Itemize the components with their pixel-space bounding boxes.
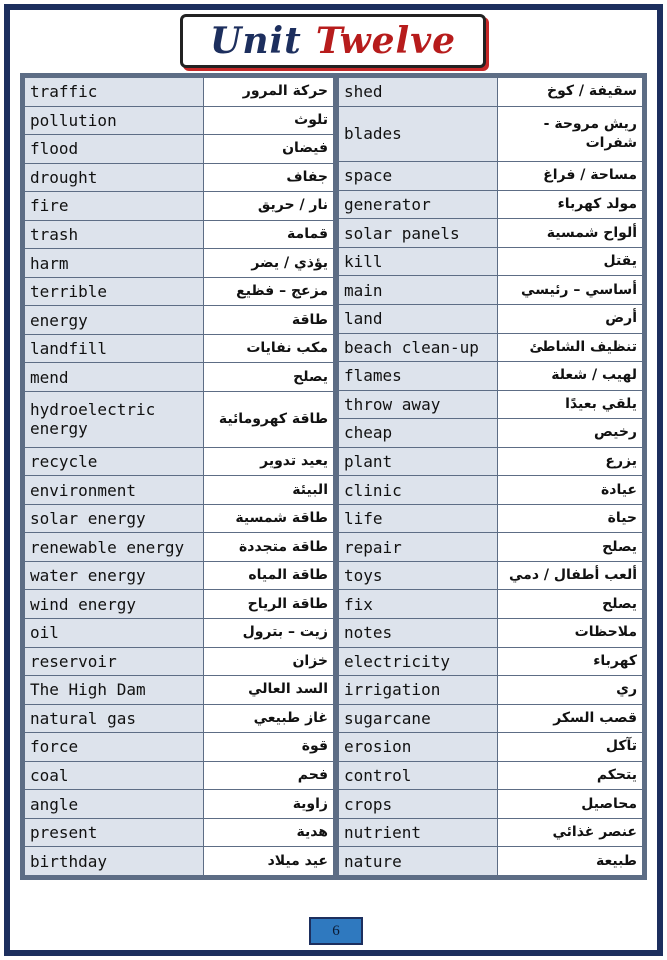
- arabic-meaning: السد العالي: [204, 676, 334, 705]
- english-word: The High Dam: [25, 676, 204, 705]
- english-word: present: [25, 818, 204, 847]
- english-word: nature: [339, 847, 498, 876]
- vocab-row: [25, 676, 334, 705]
- english-word: renewable energy: [25, 533, 204, 562]
- english-word: fix: [339, 590, 498, 619]
- arabic-meaning: جفاف: [204, 163, 334, 192]
- english-word: wind energy: [25, 590, 204, 619]
- vocab-row: [25, 220, 334, 249]
- arabic-meaning: عيد ميلاد: [204, 847, 334, 876]
- arabic-meaning: طاقة شمسية: [204, 504, 334, 533]
- arabic-meaning: تنظيف الشاطئ: [498, 333, 643, 362]
- english-word: oil: [25, 618, 204, 647]
- vocab-row: [25, 392, 334, 448]
- arabic-meaning: زاوية: [204, 790, 334, 819]
- english-word: landfill: [25, 334, 204, 363]
- vocab-row: [339, 362, 643, 391]
- vocab-row: [339, 676, 643, 705]
- vocab-row: [339, 504, 643, 533]
- english-word: reservoir: [25, 647, 204, 676]
- arabic-meaning: قصب السكر: [498, 704, 643, 733]
- vocab-row: [339, 162, 643, 191]
- vocab-row: [339, 561, 643, 590]
- vocab-row: [339, 106, 643, 162]
- page-number: 6: [309, 917, 363, 945]
- english-word: traffic: [25, 78, 204, 107]
- vocab-row: [339, 733, 643, 762]
- english-word: electricity: [339, 647, 498, 676]
- english-word: space: [339, 162, 498, 191]
- english-word: clinic: [339, 476, 498, 505]
- arabic-meaning: يعيد تدوير: [204, 447, 334, 476]
- vocab-row: [25, 135, 334, 164]
- english-word: fire: [25, 192, 204, 221]
- arabic-meaning: فحم: [204, 761, 334, 790]
- vocab-row: [339, 190, 643, 219]
- arabic-meaning: ريش مروحة - شفرات: [498, 106, 643, 162]
- arabic-meaning: البيئة: [204, 476, 334, 505]
- arabic-meaning: مكب نفايات: [204, 334, 334, 363]
- arabic-meaning: طاقة المياه: [204, 561, 334, 590]
- arabic-meaning: هدية: [204, 818, 334, 847]
- arabic-meaning: تآكل: [498, 733, 643, 762]
- vocab-row: [25, 192, 334, 221]
- vocab-row: [25, 334, 334, 363]
- vocab-row: [339, 247, 643, 276]
- vocab-row: [25, 163, 334, 192]
- arabic-meaning: مولد كهرباء: [498, 190, 643, 219]
- arabic-meaning: حياة: [498, 504, 643, 533]
- english-word: land: [339, 304, 498, 333]
- vocab-row: [25, 106, 334, 135]
- vocab-row: [339, 618, 643, 647]
- arabic-meaning: يصلح: [498, 590, 643, 619]
- arabic-meaning: حركة المرور: [204, 78, 334, 107]
- english-word: irrigation: [339, 676, 498, 705]
- vocab-row: [25, 476, 334, 505]
- english-word: pollution: [25, 106, 204, 135]
- arabic-meaning: محاصيل: [498, 790, 643, 819]
- vocab-row: [339, 790, 643, 819]
- vocab-row: [339, 647, 643, 676]
- arabic-meaning: طبيعة: [498, 847, 643, 876]
- english-word: generator: [339, 190, 498, 219]
- english-word: plant: [339, 447, 498, 476]
- vocab-row: [25, 847, 334, 876]
- arabic-meaning: لهيب / شعلة: [498, 362, 643, 391]
- vocab-row: [25, 277, 334, 306]
- english-word: environment: [25, 476, 204, 505]
- english-word: sugarcane: [339, 704, 498, 733]
- arabic-meaning: رخيص: [498, 419, 643, 448]
- english-word: erosion: [339, 733, 498, 762]
- english-word: mend: [25, 363, 204, 392]
- vocab-row: [339, 704, 643, 733]
- arabic-meaning: طاقة: [204, 306, 334, 335]
- arabic-meaning: يؤذي / يضر: [204, 249, 334, 278]
- arabic-meaning: مزعج – فظيع: [204, 277, 334, 306]
- english-word: coal: [25, 761, 204, 790]
- english-word: drought: [25, 163, 204, 192]
- vocabulary-table: [20, 73, 647, 880]
- arabic-meaning: أساسي – رئيسي: [498, 276, 643, 305]
- arabic-meaning: أرض: [498, 304, 643, 333]
- arabic-meaning: يلقي بعيدًا: [498, 390, 643, 419]
- vocab-row: [25, 590, 334, 619]
- arabic-meaning: عيادة: [498, 476, 643, 505]
- arabic-meaning: قوة: [204, 733, 334, 762]
- vocab-row: [339, 447, 643, 476]
- vocab-row: [25, 647, 334, 676]
- title-number-word: Twelve: [315, 20, 457, 62]
- english-word: repair: [339, 533, 498, 562]
- arabic-meaning: غاز طبيعي: [204, 704, 334, 733]
- vocab-row: [339, 333, 643, 362]
- arabic-meaning: تلوث: [204, 106, 334, 135]
- arabic-meaning: يتحكم: [498, 761, 643, 790]
- vocab-row: [25, 818, 334, 847]
- arabic-meaning: سقيفة / كوخ: [498, 78, 643, 107]
- english-word: terrible: [25, 277, 204, 306]
- english-word: solar panels: [339, 219, 498, 248]
- vocab-row: [25, 504, 334, 533]
- arabic-meaning: يصلح: [204, 363, 334, 392]
- arabic-meaning: يقتل: [498, 247, 643, 276]
- vocab-row: [339, 78, 643, 107]
- english-word: crops: [339, 790, 498, 819]
- arabic-meaning: فيضان: [204, 135, 334, 164]
- english-word: nutrient: [339, 818, 498, 847]
- english-word: toys: [339, 561, 498, 590]
- vocabulary-right-column: [338, 77, 643, 876]
- arabic-meaning: يزرع: [498, 447, 643, 476]
- english-word: angle: [25, 790, 204, 819]
- arabic-meaning: طاقة كهرومائية: [204, 392, 334, 448]
- unit-title: [180, 14, 486, 68]
- vocab-row: [339, 304, 643, 333]
- vocab-row: [25, 704, 334, 733]
- english-word: natural gas: [25, 704, 204, 733]
- english-word: notes: [339, 618, 498, 647]
- english-word: main: [339, 276, 498, 305]
- vocab-row: [339, 476, 643, 505]
- vocab-row: [339, 419, 643, 448]
- vocab-row: [339, 590, 643, 619]
- vocab-row: [25, 561, 334, 590]
- vocab-row: [25, 790, 334, 819]
- english-word: water energy: [25, 561, 204, 590]
- english-word: beach clean-up: [339, 333, 498, 362]
- vocab-row: [339, 818, 643, 847]
- vocab-row: [25, 249, 334, 278]
- english-word: flood: [25, 135, 204, 164]
- english-word: cheap: [339, 419, 498, 448]
- vocab-row: [339, 533, 643, 562]
- english-word: blades: [339, 106, 498, 162]
- english-word: trash: [25, 220, 204, 249]
- english-word: solar energy: [25, 504, 204, 533]
- vocab-row: [339, 761, 643, 790]
- english-word: shed: [339, 78, 498, 107]
- english-word: throw away: [339, 390, 498, 419]
- arabic-meaning: عنصر غذائي: [498, 818, 643, 847]
- english-word: flames: [339, 362, 498, 391]
- english-word: life: [339, 504, 498, 533]
- vocab-row: [25, 306, 334, 335]
- vocab-row: [25, 533, 334, 562]
- vocab-row: [339, 390, 643, 419]
- arabic-meaning: خزان: [204, 647, 334, 676]
- vocab-row: [25, 733, 334, 762]
- arabic-meaning: طاقة متجددة: [204, 533, 334, 562]
- vocab-row: [25, 447, 334, 476]
- english-word: kill: [339, 247, 498, 276]
- vocab-row: [339, 276, 643, 305]
- arabic-meaning: كهرباء: [498, 647, 643, 676]
- title-unit-word: Unit: [209, 20, 302, 62]
- arabic-meaning: قمامة: [204, 220, 334, 249]
- vocab-row: [339, 847, 643, 876]
- arabic-meaning: ألواح شمسية: [498, 219, 643, 248]
- arabic-meaning: نار / حريق: [204, 192, 334, 221]
- english-word: hydroelectric energy: [25, 392, 204, 448]
- english-word: energy: [25, 306, 204, 335]
- vocab-row: [25, 78, 334, 107]
- arabic-meaning: زيت – بترول: [204, 618, 334, 647]
- arabic-meaning: مساحة / فراغ: [498, 162, 643, 191]
- vocab-row: [25, 363, 334, 392]
- english-word: force: [25, 733, 204, 762]
- vocabulary-left-column: [24, 77, 334, 876]
- arabic-meaning: ملاحظات: [498, 618, 643, 647]
- arabic-meaning: ألعب أطفال / دمي: [498, 561, 643, 590]
- arabic-meaning: يصلح: [498, 533, 643, 562]
- vocab-row: [25, 761, 334, 790]
- vocab-row: [339, 219, 643, 248]
- english-word: control: [339, 761, 498, 790]
- english-word: recycle: [25, 447, 204, 476]
- english-word: harm: [25, 249, 204, 278]
- arabic-meaning: ري: [498, 676, 643, 705]
- english-word: birthday: [25, 847, 204, 876]
- arabic-meaning: طاقة الرياح: [204, 590, 334, 619]
- vocab-row: [25, 618, 334, 647]
